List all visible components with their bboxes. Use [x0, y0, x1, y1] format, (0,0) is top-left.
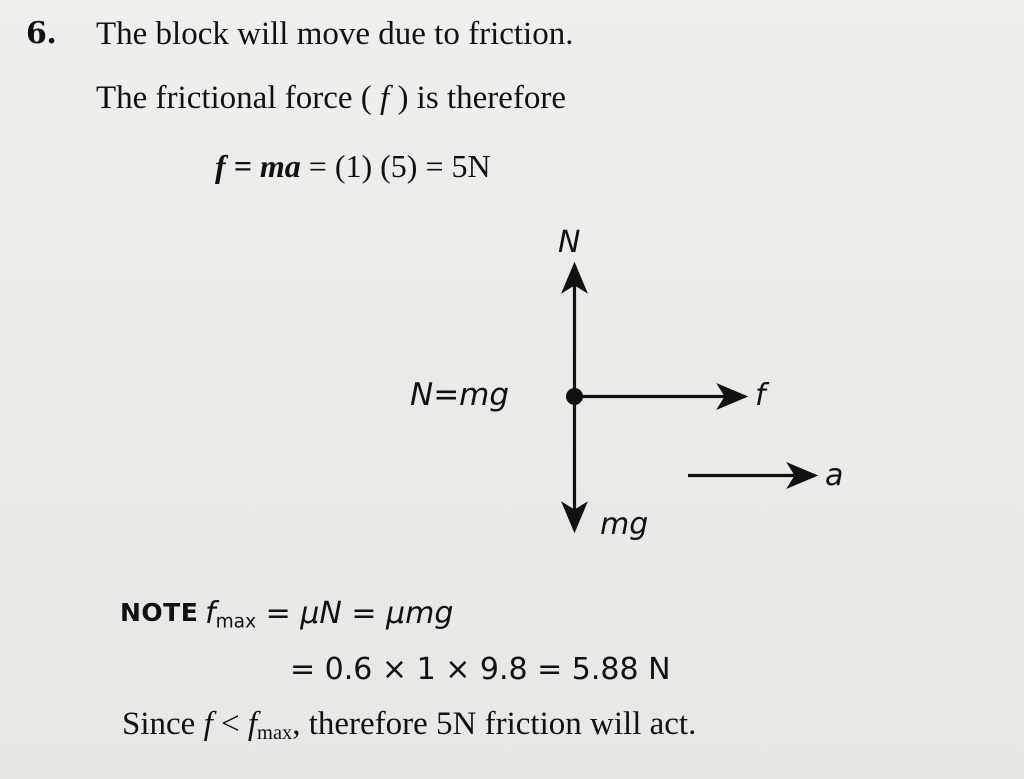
friction-symbol: f [380, 80, 390, 116]
label-friction: f [755, 378, 766, 413]
fmax-symbol: f [205, 596, 216, 631]
solution-line-2-prefix: The frictional force ( [96, 80, 381, 116]
note-tag: NOTE [120, 598, 199, 627]
free-body-diagram [400, 225, 900, 565]
conclusion-prefix: Since [122, 706, 204, 742]
body-point [566, 388, 583, 405]
fmax-subscript: max [215, 611, 257, 633]
friction-equation [215, 148, 491, 185]
question-number: 6. [26, 16, 57, 51]
note-equation-2: = 0.6 × 1 × 9.8 = 5.88 N [290, 652, 671, 687]
note-equation-1 [205, 596, 453, 633]
label-normal-force: N [558, 225, 581, 260]
equation-middle: = (1) (5) = 5 [300, 148, 468, 184]
equation-unit: N [467, 148, 491, 184]
conclusion-fmax-subscript: max [257, 722, 293, 745]
label-acceleration: a [825, 458, 844, 493]
conclusion-suffix: , therefore 5N friction will act. [292, 706, 697, 742]
solution-line-2 [96, 80, 566, 117]
conclusion-less-than: < [212, 706, 248, 742]
solution-line-2-suffix: ) is therefore [389, 80, 567, 116]
conclusion-line [122, 706, 696, 745]
note-equation-1-rest: = μN = μmg [256, 596, 454, 631]
label-n-equals-mg: N=mg [410, 377, 510, 413]
equation-lhs: f = ma [215, 148, 301, 184]
conclusion-fmax: f [247, 706, 258, 742]
label-weight: mg [600, 507, 649, 542]
solution-line-1: The block will move due to friction. [96, 16, 574, 52]
conclusion-f: f [203, 706, 213, 742]
